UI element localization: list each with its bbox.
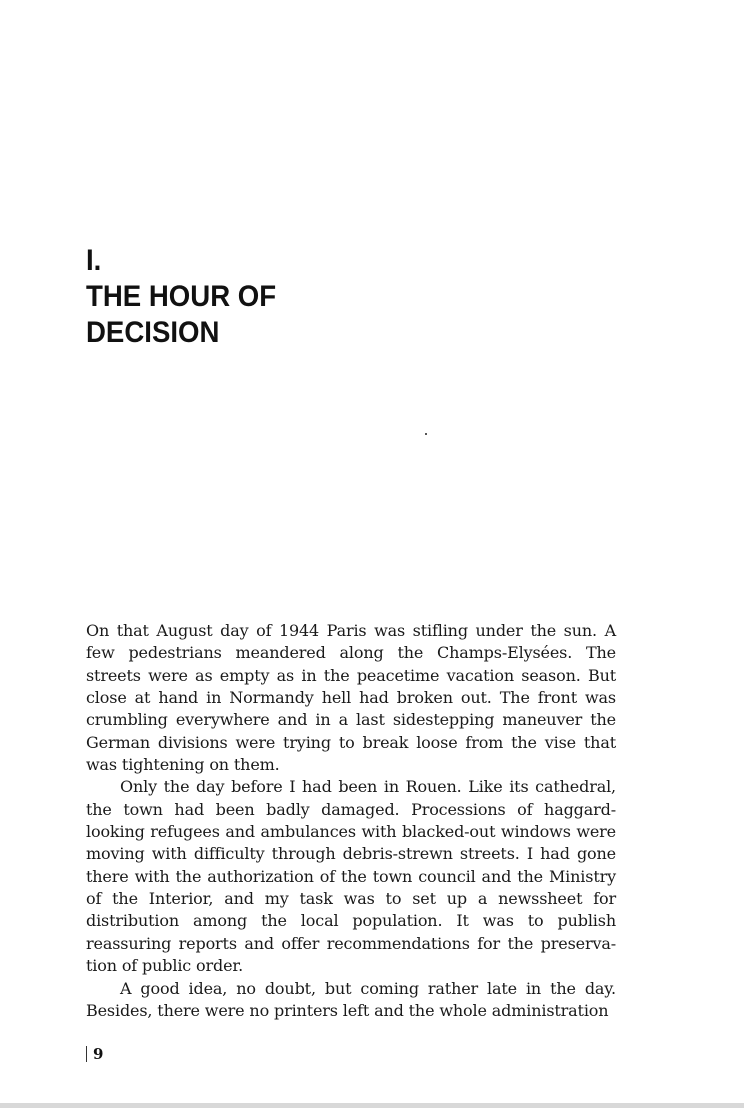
paragraph-2: Only the day before I had been in Rouen. Like its cathedral, the town had been badly damaged. Processions of haggard-looking refugees and ambulances with blacked-out windows were moving with difficulty through debris-strewn streets. I had gone there with the authorization of the town council and the Ministry of the Interior, and my task was to set up a newssheet for distribution among the local population. It was to publish reassuring reports and offer recommendations for the preserva-tion of public order. xyxy=(86,777,616,976)
paragraph-3: A good idea, no doubt, but coming rather late in the day. Besides, there were no printers left and the whole administration xyxy=(86,978,616,1020)
chapter-heading xyxy=(86,243,276,351)
folio-rule xyxy=(86,1046,87,1062)
chapter-title-line-1: THE HOUR OF xyxy=(86,280,277,313)
page-number-value: 9 xyxy=(93,1045,104,1063)
print-speck xyxy=(425,433,427,435)
page-number xyxy=(86,1045,103,1063)
paragraph-1: On that August day of 1944 Paris was stifling under the sun. A few pedestrians meandered along the Champs-Elysées. The streets were as empty as in the peacetime vacation season. But close at hand in Normandy hell had broken out. The front was crumbling everywhere and in a last sidestepping maneuver the German divisions were trying to break loose from the vise that was tightening on them. xyxy=(86,621,616,775)
body-text xyxy=(86,620,616,1022)
chapter-number: I. xyxy=(86,244,102,277)
page-bottom-edge xyxy=(0,1103,744,1108)
chapter-title-line-2: DECISION xyxy=(86,316,220,349)
